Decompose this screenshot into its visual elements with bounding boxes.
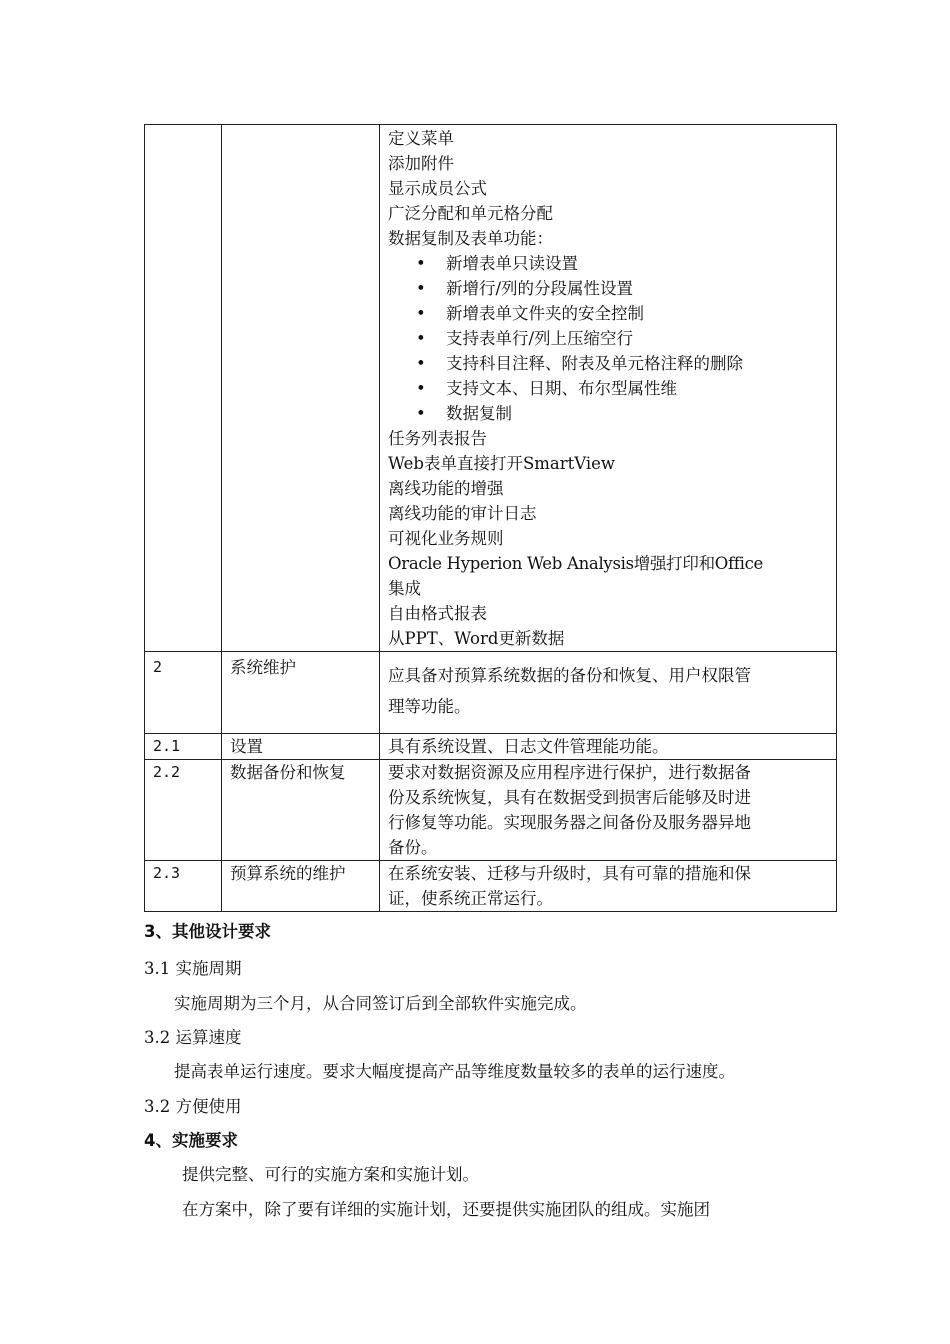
section-3-3-title: 3.2 方便使用 [144, 1097, 242, 1116]
section-4-heading: 4、实施要求 [144, 1131, 238, 1150]
list-item: 任务列表报告 [388, 429, 487, 448]
cell-no: 2.1 [145, 734, 222, 760]
bullet-item: • 新增表单只读设置 [388, 251, 828, 276]
list-item: 从PPT、Word更新数据 [388, 629, 565, 648]
bullet-item: • 新增行/列的分段属性设置 [388, 276, 828, 301]
section-3-heading: 3、其他设计要求 [144, 922, 271, 941]
cell-no [145, 125, 222, 652]
bullet-item: • 数据复制 [388, 401, 828, 426]
cell-name: 数据备份和恢复 [222, 760, 380, 861]
list-item: 定义菜单 [388, 129, 454, 148]
cell-no: 2.3 [145, 861, 222, 912]
cell-desc [380, 125, 837, 652]
cell-desc: 要求对数据资源及应用程序进行保护，进行数据备 份及系统恢复，具有在数据受到损害后能够及时进 行修复等功能。实现服务器之间备份及服务器异地 备份。 [380, 760, 837, 861]
section-3-2-title: 3.2 运算速度 [144, 1028, 242, 1047]
bullet-icon: • [416, 354, 426, 373]
table-row [145, 734, 837, 760]
bullet-icon: • [416, 279, 426, 298]
bullet-item: • 新增表单文件夹的安全控制 [388, 301, 828, 326]
bullet-item: • 支持表单行/列上压缩空行 [388, 326, 828, 351]
list-item: 可视化业务规则 [388, 529, 504, 548]
section-3-1-title: 3.1 实施周期 [144, 959, 242, 978]
bullet-item: • 支持科目注释、附表及单元格注释的删除 [388, 351, 828, 376]
section-3-2-text: 提高表单运行速度。要求大幅度提高产品等维度数量较多的表单的运行速度。 [174, 1062, 735, 1081]
list-item: 显示成员公式 [388, 179, 487, 198]
cell-desc: 具有系统设置、日志文件管理能功能。 [380, 734, 837, 760]
list-item: 集成 [388, 579, 421, 598]
requirements-table [144, 124, 837, 912]
cell-no: 2 [145, 652, 222, 734]
cell-desc: 应具备对预算系统数据的备份和恢复、用户权限管 理等功能。 [380, 652, 837, 734]
list-item: 数据复制及表单功能： [388, 229, 553, 248]
section-3-1-text: 实施周期为三个月，从合同签订后到全部软件实施完成。 [174, 994, 587, 1013]
list-item: 添加附件 [388, 154, 454, 173]
cell-desc: 在系统安装、迁移与升级时，具有可靠的措施和保 证，使系统正常运行。 [380, 861, 837, 912]
table-row [145, 861, 837, 912]
bullet-icon: • [416, 304, 426, 323]
table-row [145, 760, 837, 861]
list-item: 广泛分配和单元格分配 [388, 204, 553, 223]
table-row-continuation [145, 125, 837, 652]
bullet-icon: • [416, 254, 426, 273]
section-4-paragraph-2: 在方案中，除了要有详细的实施计划，还要提供实施团队的组成。实施团 [182, 1200, 710, 1219]
table-row [145, 652, 837, 734]
list-item: 离线功能的审计日志 [388, 504, 537, 523]
list-item: 自由格式报表 [388, 604, 487, 623]
bullet-icon: • [416, 329, 426, 348]
cell-name: 预算系统的维护 [222, 861, 380, 912]
list-item: Oracle Hyperion Web Analysis增强打印和Office [388, 554, 763, 573]
cell-name: 系统维护 [222, 652, 380, 734]
list-item: Web表单直接打开SmartView [388, 454, 616, 473]
cell-name [222, 125, 380, 652]
cell-no: 2.2 [145, 760, 222, 861]
section-4-paragraph-1: 提供完整、可行的实施方案和实施计划。 [182, 1165, 479, 1184]
bullet-icon: • [416, 404, 426, 423]
bullet-icon: • [416, 379, 426, 398]
list-item: 离线功能的增强 [388, 479, 504, 498]
cell-name: 设置 [222, 734, 380, 760]
bullet-item: • 支持文本、日期、布尔型属性维 [388, 376, 828, 401]
